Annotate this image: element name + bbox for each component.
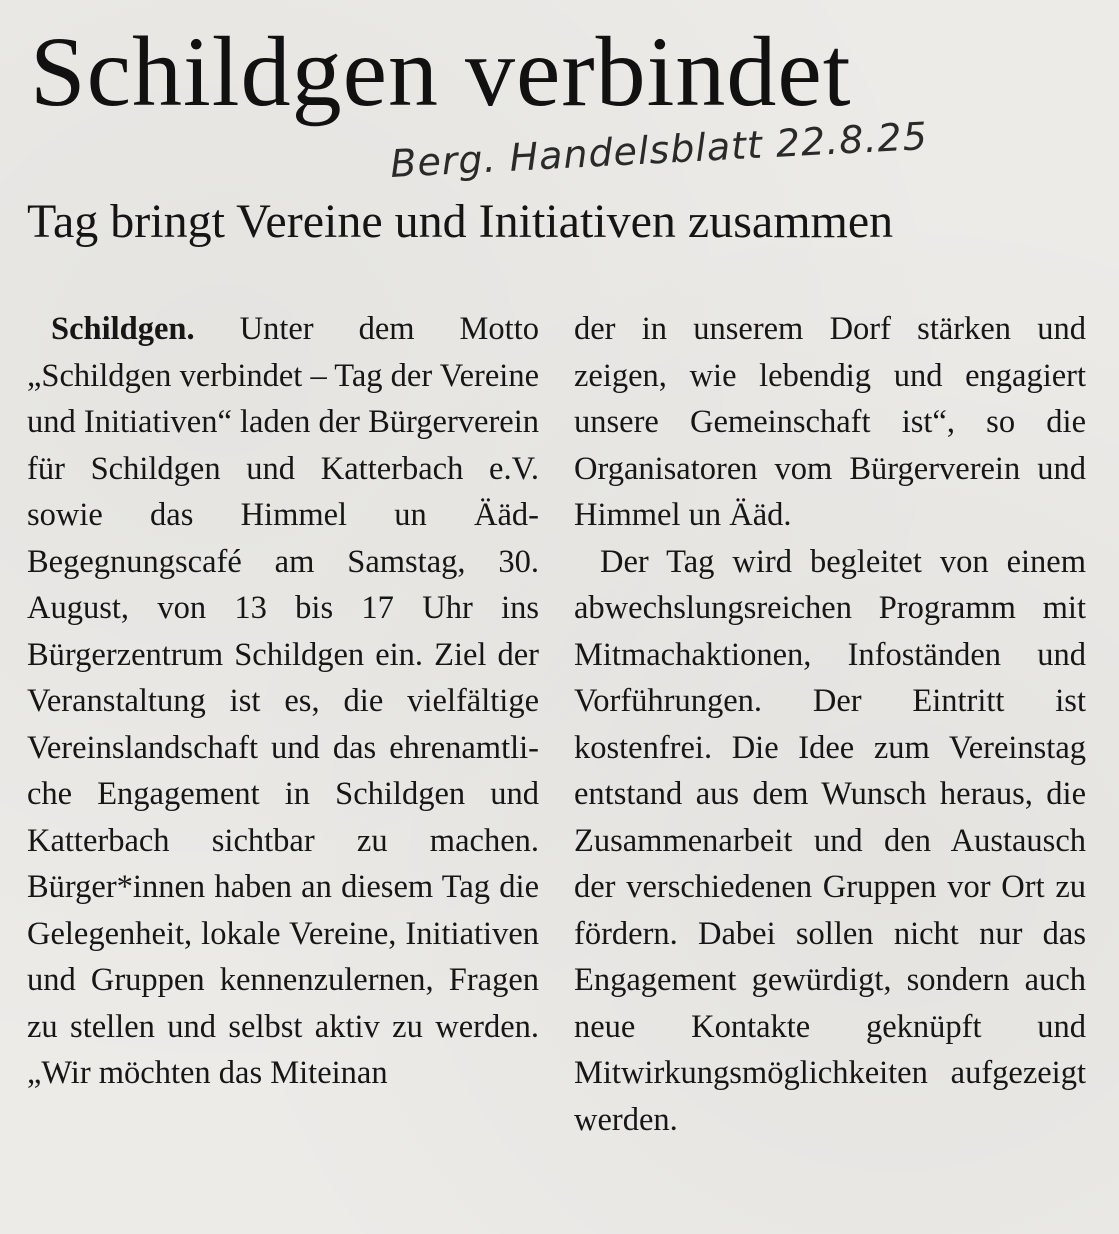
paragraph-1-text: Unter dem Motto „Schildgen verbindet – Tag der Vereine und Initiativen“ laden der Bürgerverein für Schildgen und Katterbach e.V. sowie das Himmel un Ääd-Begegnungscafé am Samstag, 30. August, von 13 bis 17 Uhr ins Bürgerzentrum Schildgen ein. Ziel der Veranstaltung ist es, die vielfältige Vereinslandschaft und das ehrenamtliche Engagement in Schildgen und Katterbach sichtbar zu machen. Bürger*innen haben an diesem Tag die Gelegenheit, lokale Vereine, Initiativen und Gruppen kennenzulernen, Fragen zu stellen und selbst aktiv zu werden. „Wir möchten das Miteinan xyxy=(27,311,539,1091)
headline: Schildgen verbindet xyxy=(30,16,852,127)
subheadline: Tag bringt Vereine und Initiativen zusammen xyxy=(27,195,894,248)
article-paragraph-1-continued: der in unserem Dorf stärken und zeigen, wie lebendig und engagiert unsere Gemeinschaft ist“, so die Organisatoren vom Bürgerverein und Himmel un Ääd. xyxy=(574,311,1086,533)
article-column-left xyxy=(27,306,539,1097)
dateline: Schildgen. xyxy=(51,311,195,347)
article-paragraph-2: Der Tag wird begleitet von einem abwechslungsreichen Programm mit Mitmachaktionen, Infoständen und Vorführungen. Der Eintritt ist kostenfrei. Die Idee zum Vereinstag entstand aus dem Wunsch heraus, die Zusammenarbeit und den Austausch der verschiedenen Gruppen vor Ort zu fördern. Dabei sollen nicht nur das Engagement gewürdigt, sondern auch neue Kontakte geknüpft und Mitwirkungsmöglichkeiten aufgezeigt werden. xyxy=(574,543,1086,1138)
article-paragraph-1 xyxy=(27,306,539,1097)
article-column-right xyxy=(574,306,1086,1143)
handwritten-source-note: Berg. Handelsblatt 22.8.25 xyxy=(389,113,929,187)
